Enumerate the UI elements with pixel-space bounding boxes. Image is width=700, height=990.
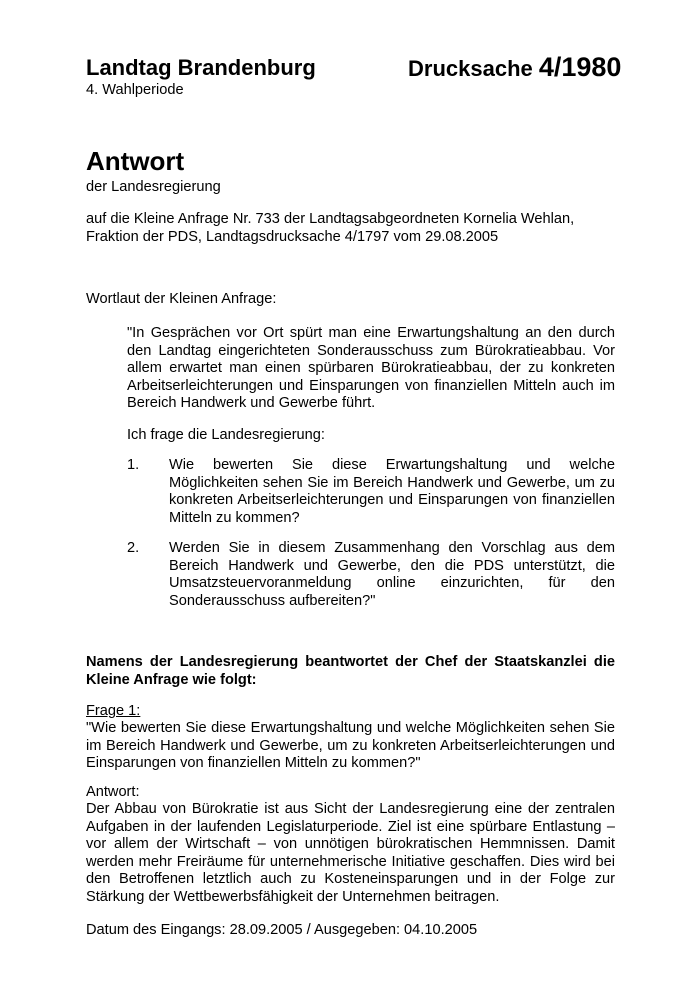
legislative-period: 4. Wahlperiode [86,82,184,98]
answer-intro: Namens der Landesregierung beantwortet der Chef der Staatskanzlei die Kleine Anfrage wie folgt: [86,654,615,688]
inquiry-label: Wortlaut der Kleinen Anfrage: [86,291,277,307]
document-label: Drucksache [408,56,539,81]
inquiry-ask-line: Ich frage die Landesregierung: [127,427,325,443]
document-number: 4/1980 [538,52,622,82]
inquiry-reference: auf die Kleine Anfrage Nr. 733 der Landtagsabgeordneten Kornelia Wehlan, Fraktion der PDS, Landtagsdrucksache 4/1797 vom 29.08.2005 [86,211,575,245]
page-title: Antwort [86,146,185,176]
question-item [127,457,615,527]
receipt-dates: Datum des Eingangs: 28.09.2005 / Ausgegeben: 04.10.2005 [86,922,478,938]
question-number: 2. [127,540,140,556]
parliament-name: Landtag Brandenburg [86,55,316,80]
question-text: Wie bewerten Sie diese Erwartungshaltung und welche Möglichkeiten sehen Sie im Bereich Handwerk und Gewerbe, um zu konkreten Arbeitserleichterungen und Einsparungen von finanziellen Mitteln zu kommen? [169,457,615,526]
document-number-heading [408,52,621,84]
question-1-text: "Wie bewerten Sie diese Erwartungshaltung und welche Möglichkeiten sehen Sie im Bereich Handwerk und Gewerbe, um zu konkreten Arbeitserleichterungen und Einsparungen von finanziellen Mitteln zu kommen?" [86,720,615,771]
answer-label: Antwort: [86,784,140,800]
question-text: Werden Sie in diesem Zusammenhang den Vorschlag aus dem Bereich Handwerk und Gewerbe, den die PDS unterstützt, die Umsatzsteuervoranmeldung online einzurichten, für den Sonderausschuss aufbereiten?" [169,540,615,609]
page-subtitle: der Landesregierung [86,179,221,195]
question-1-label: Frage 1: [86,703,141,719]
answer-text: Der Abbau von Bürokratie ist aus Sicht der Landesregierung eine der zentralen Aufgaben in der laufenden Legislaturperiode. Ziel ist eine spürbare Entlastung – vor allem der Wirtschaft – von unnötigen bürokratischen Hemmnissen. Damit werden mehr Freiräume für unternehmerische Initiative geschaffen. Dies wird bei den Betroffenen letztlich auch zu Kosteneinsparungen und in der Folge zur Stärkung der Wettbewerbsfähigkeit der Unternehmen beitragen. [86,801,615,905]
question-item [127,540,615,610]
inquiry-quote: "In Gesprächen vor Ort spürt man eine Erwartungshaltung an den durch den Landtag eingerichteten Sonderausschuss zum Bürokratieabbau. Vor allem erwartet man einen spürbaren Bürokratieabbau, der zu konkreten Arbeitserleichterungen und Einsparungen von finanziellen Mitteln auch im Bereich Handwerk und Gewerbe führt. [127,325,615,411]
question-number: 1. [127,457,140,473]
